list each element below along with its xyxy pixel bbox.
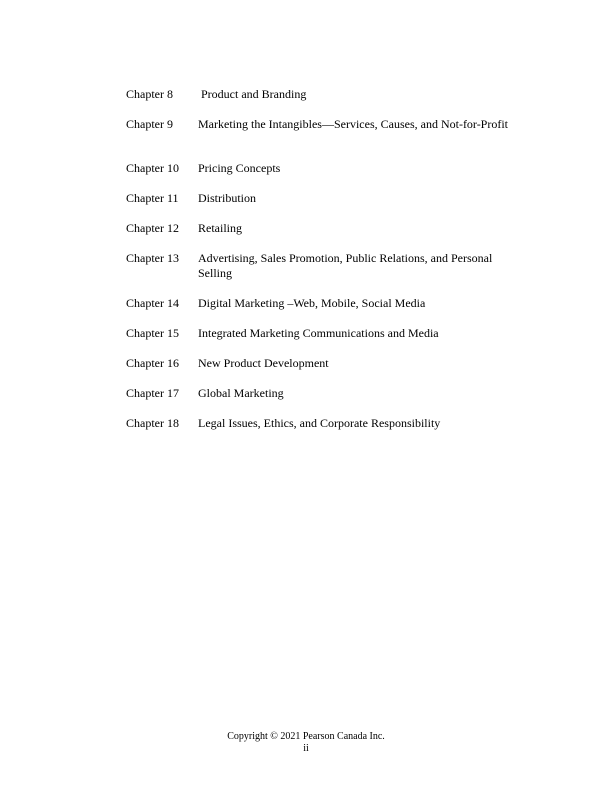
chapter-number: Chapter 11 <box>126 191 179 205</box>
chapter-title: Digital Marketing –Web, Mobile, Social Media <box>198 296 426 310</box>
chapter-number: Chapter 15 <box>126 326 179 340</box>
chapter-title: Global Marketing <box>198 386 284 400</box>
chapter-title: Advertising, Sales Promotion, Public Relations, and Personal Selling <box>198 251 493 280</box>
page-number: ii <box>303 743 309 754</box>
chapter-title: Retailing <box>198 221 242 235</box>
chapter-title: Pricing Concepts <box>198 161 281 175</box>
toc-entry-chapter-15 <box>126 326 528 341</box>
toc-entry-chapter-18 <box>126 416 528 431</box>
toc-entry-chapter-9 <box>126 117 510 132</box>
chapter-number: Chapter 9 <box>126 117 173 131</box>
toc-entry-chapter-11 <box>126 191 528 206</box>
toc-entry-chapter-13 <box>126 251 520 281</box>
page-footer <box>0 731 612 755</box>
chapter-number: Chapter 12 <box>126 221 179 235</box>
chapter-title: New Product Development <box>198 356 329 370</box>
toc-entry-chapter-17 <box>126 386 528 401</box>
chapter-number: Chapter 13 <box>126 251 179 265</box>
toc-entry-chapter-12 <box>126 221 528 236</box>
chapter-title: Integrated Marketing Communications and Media <box>198 326 439 340</box>
chapter-number: Chapter 16 <box>126 356 179 370</box>
chapter-title: Legal Issues, Ethics, and Corporate Responsibility <box>198 416 441 430</box>
toc-entry-chapter-8 <box>126 87 531 102</box>
copyright-notice: Copyright © 2021 Pearson Canada Inc. <box>227 731 385 742</box>
chapter-title: Marketing the Intangibles—Services, Causes, and Not-for-Profit <box>198 117 509 131</box>
toc-entry-chapter-16 <box>126 356 528 371</box>
chapter-title: Distribution <box>198 191 257 205</box>
chapter-number: Chapter 17 <box>126 386 179 400</box>
chapter-number: Chapter 18 <box>126 416 179 430</box>
chapter-number: Chapter 14 <box>126 296 179 310</box>
chapter-number: Chapter 8 <box>126 87 173 101</box>
toc-entry-chapter-14 <box>126 296 528 311</box>
chapter-title: Product and Branding <box>201 87 307 101</box>
chapter-number: Chapter 10 <box>126 161 179 175</box>
toc-entry-chapter-10 <box>126 161 528 176</box>
